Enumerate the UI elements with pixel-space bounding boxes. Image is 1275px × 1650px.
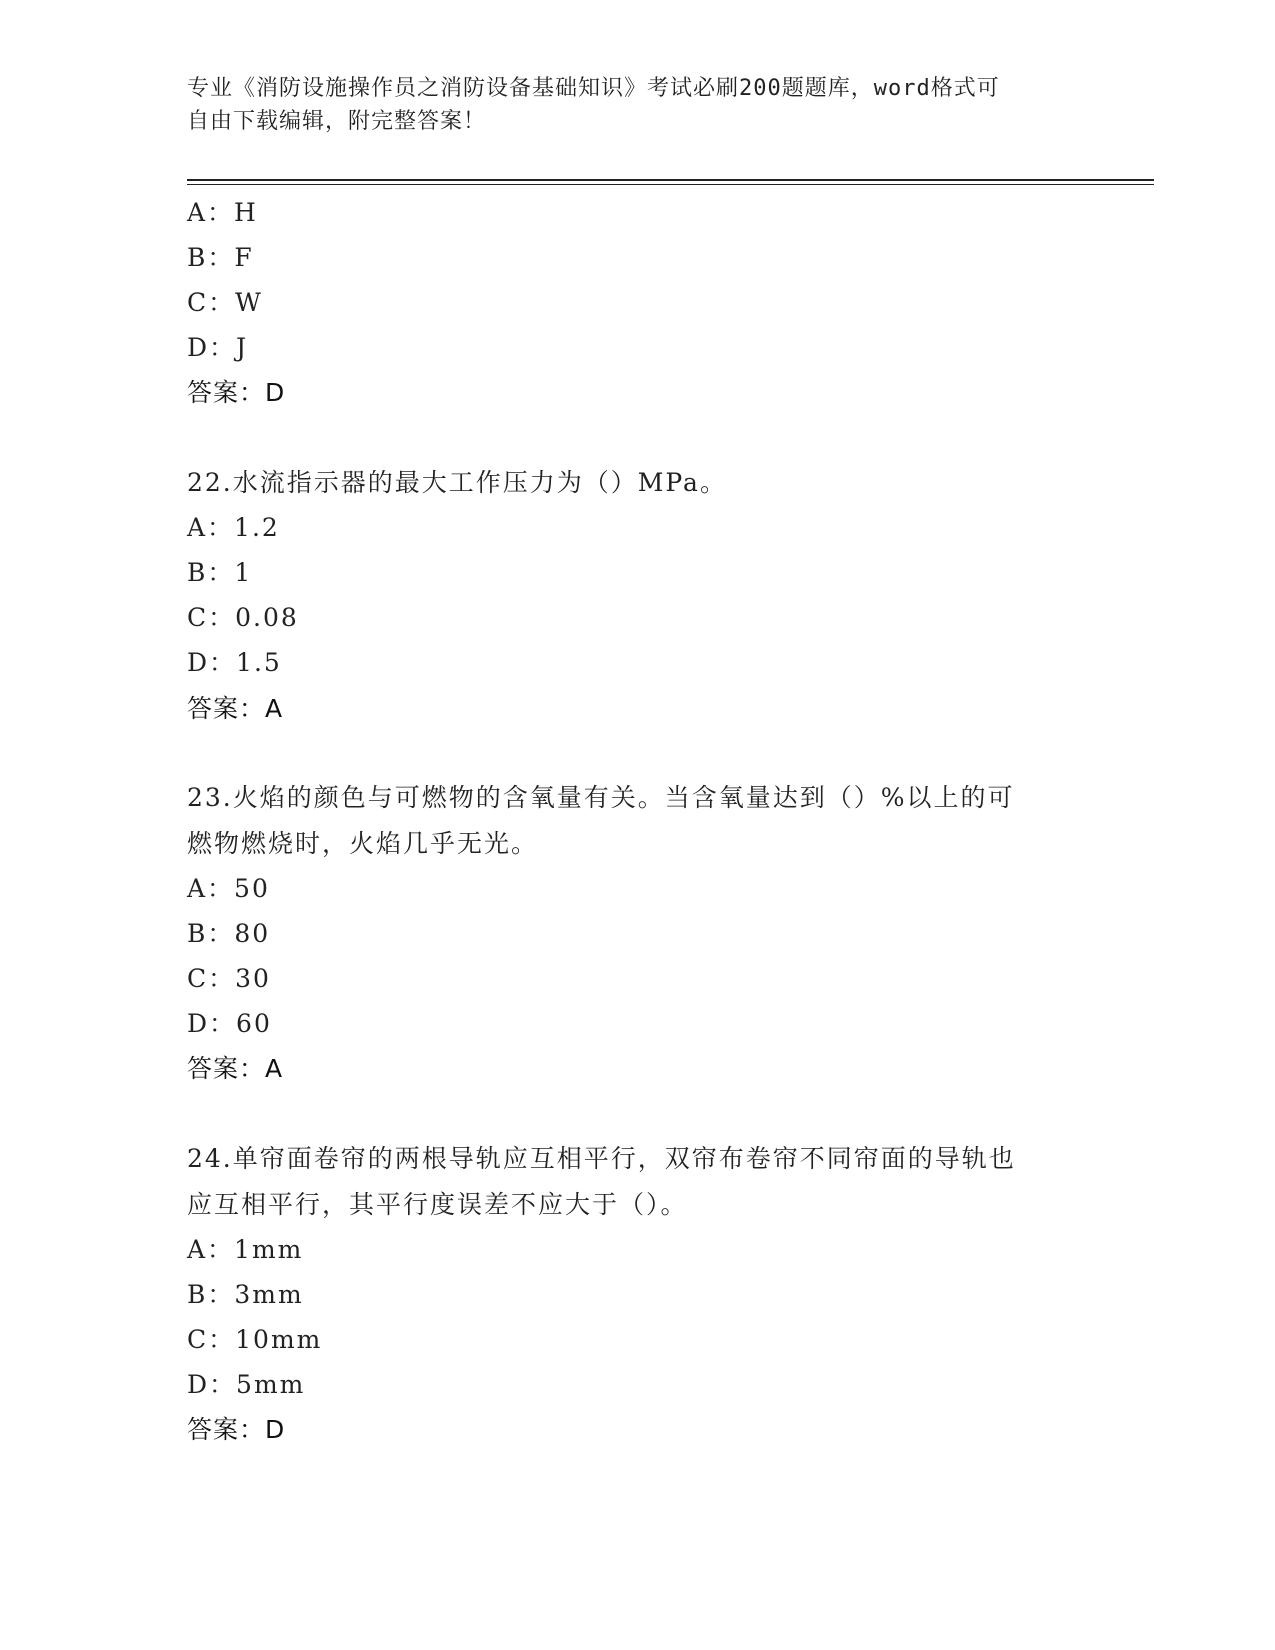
q22-option-c: C：0.08 xyxy=(187,603,299,632)
q24-stem-line-1: 24.单帘面卷帘的两根导轨应互相平行，双帘布卷帘不同帘面的导轨也 xyxy=(187,1144,1016,1173)
q22-answer: 答案：A xyxy=(187,694,284,723)
q21-option-a: A：H xyxy=(187,198,258,227)
q24-stem-line-2: 应互相平行，其平行度误差不应大于（）。 xyxy=(187,1190,688,1219)
header-title-line-2: 自由下载编辑，附完整答案！ xyxy=(187,109,487,134)
q23-stem-line-2: 燃物燃烧时，火焰几乎无光。 xyxy=(187,829,539,858)
q23-option-d: D：60 xyxy=(187,1009,272,1038)
q24-option-c: C：10mm xyxy=(187,1325,323,1354)
header-rule-thin xyxy=(187,184,1154,185)
q21-answer: 答案：D xyxy=(187,378,286,407)
q23-option-a: A：50 xyxy=(187,874,270,903)
q22-option-d: D：1.5 xyxy=(187,648,282,677)
q22-option-a: A：1.2 xyxy=(187,513,280,542)
q24-option-a: A：1mm xyxy=(187,1235,304,1264)
q24-option-d: D：5mm xyxy=(187,1370,306,1399)
q21-option-d: D：J xyxy=(187,333,249,362)
q24-answer: 答案：D xyxy=(187,1415,286,1444)
q21-option-c: C：W xyxy=(187,288,263,317)
q23-option-c: C：30 xyxy=(187,964,271,993)
document-header xyxy=(187,72,1067,138)
q23-stem-line-1: 23.火焰的颜色与可燃物的含氧量有关。当含氧量达到（）%以上的可 xyxy=(187,783,1015,812)
q22-option-b: B：1 xyxy=(187,558,253,587)
q21-option-b: B：F xyxy=(187,243,254,272)
q22-stem: 22.水流指示器的最大工作压力为（）MPa。 xyxy=(187,468,727,497)
q23-option-b: B：80 xyxy=(187,919,271,948)
header-rule-thick xyxy=(187,179,1154,181)
q23-answer: 答案：A xyxy=(187,1054,284,1083)
q24-option-b: B：3mm xyxy=(187,1280,304,1309)
header-title-line-1: 专业《消防设施操作员之消防设备基础知识》考试必刷200题题库，word格式可 xyxy=(187,76,1000,101)
